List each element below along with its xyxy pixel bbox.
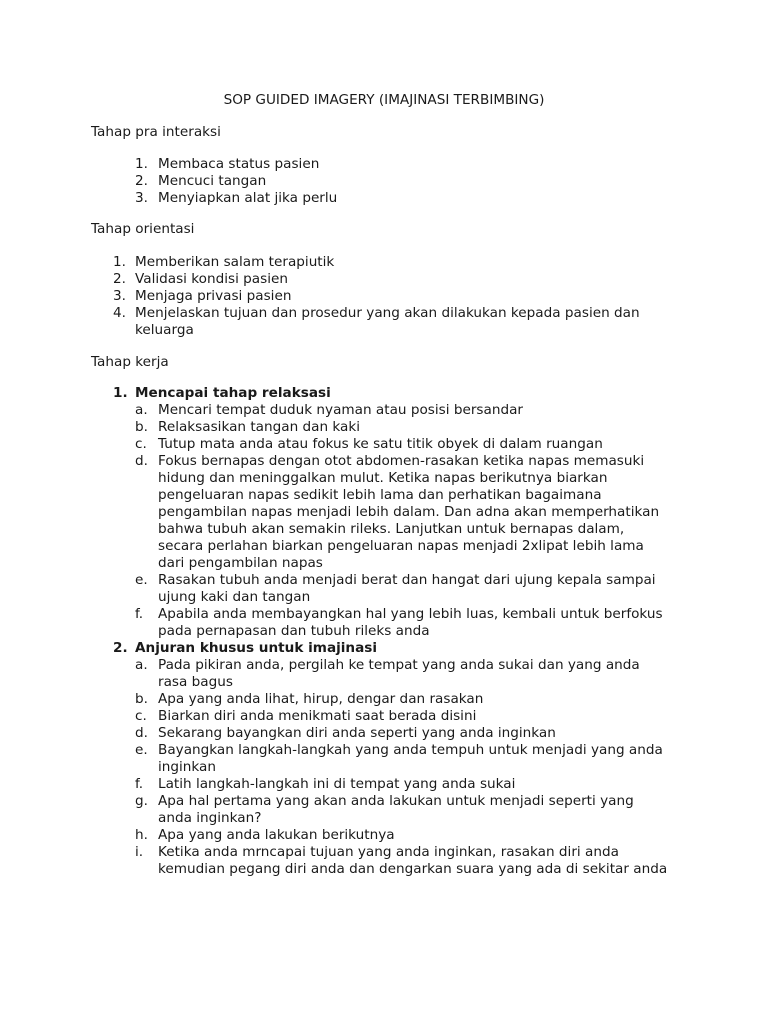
- list-marker: e.: [135, 572, 148, 588]
- list-marker: 1.: [113, 254, 126, 270]
- list-marker: f.: [135, 776, 144, 792]
- list-marker: 2.: [113, 271, 126, 287]
- list-text: inginkan: [158, 759, 216, 775]
- document-title: SOP GUIDED IMAGERY (IMAJINASI TERBIMBING): [223, 92, 545, 108]
- list-text: keluarga: [135, 322, 194, 338]
- list-text: Menyiapkan alat jika perlu: [158, 190, 338, 206]
- list-text: bahwa tubuh akan semakin rileks. Lanjutkan untuk bernapas dalam,: [158, 521, 625, 537]
- list-text: anda inginkan?: [158, 810, 262, 826]
- list-text: Anjuran khusus untuk imajinasi: [135, 640, 378, 656]
- list-marker: b.: [135, 419, 148, 435]
- list-text: Tutup mata anda atau fokus ke satu titik obyek di dalam ruangan: [158, 436, 603, 452]
- list-text: Ketika anda mrncapai tujuan yang anda inginkan, rasakan diri anda: [158, 844, 619, 860]
- list-text: Apa yang anda lakukan berikutnya: [158, 827, 395, 843]
- list-text: rasa bagus: [158, 674, 233, 690]
- list-text: hidung dan meninggalkan mulut. Ketika napas berikutnya biarkan: [158, 470, 608, 486]
- list-marker: b.: [135, 691, 148, 707]
- list-text: Apa yang anda lihat, hirup, dengar dan rasakan: [158, 691, 484, 707]
- list-marker: e.: [135, 742, 148, 758]
- list-marker: 1.: [135, 156, 148, 172]
- list-marker: 3.: [135, 190, 148, 206]
- list-text: Mencuci tangan: [158, 173, 267, 189]
- list-marker: d.: [135, 725, 148, 741]
- list-marker: 2.: [113, 640, 128, 656]
- list-marker: a.: [135, 657, 148, 673]
- list-text: Biarkan diri anda menikmati saat berada disini: [158, 708, 477, 724]
- list-marker: c.: [135, 436, 147, 452]
- list-text: dari pengambilan napas: [158, 555, 323, 571]
- list-text: Memberikan salam terapiutik: [135, 254, 335, 270]
- list-text: pengambilan napas menjadi lebih dalam. Dan adna akan memperhatikan: [158, 504, 660, 520]
- heading-orientasi: Tahap orientasi: [91, 221, 195, 237]
- list-marker: 2.: [135, 173, 148, 189]
- list-text: Membaca status pasien: [158, 156, 320, 172]
- list-text: Menjelaskan tujuan dan prosedur yang akan dilakukan kepada pasien dan: [135, 305, 640, 321]
- heading-tahap-kerja: Tahap kerja: [91, 354, 169, 370]
- list-text: Mencapai tahap relaksasi: [135, 385, 331, 401]
- list-text: secara perlahan biarkan pengeluaran napas menjadi 2xlipat lebih lama: [158, 538, 644, 554]
- list-marker: f.: [135, 606, 144, 622]
- list-text: Rasakan tubuh anda menjadi berat dan hangat dari ujung kepala sampai: [158, 572, 656, 588]
- list-text: ujung kaki dan tangan: [158, 589, 311, 605]
- list-text: Latih langkah-langkah ini di tempat yang anda sukai: [158, 776, 516, 792]
- list-text: Pada pikiran anda, pergilah ke tempat yang anda sukai dan yang anda: [158, 657, 640, 673]
- list-marker: d.: [135, 453, 148, 469]
- list-marker: i.: [135, 844, 144, 860]
- list-marker: g.: [135, 793, 148, 809]
- list-text: Fokus bernapas dengan otot abdomen-rasakan ketika napas memasuki: [158, 453, 645, 469]
- list-marker: c.: [135, 708, 147, 724]
- heading-pra-interaksi: Tahap pra interaksi: [91, 124, 221, 140]
- list-text: Relaksasikan tangan dan kaki: [158, 419, 361, 435]
- list-text: Sekarang bayangkan diri anda seperti yang anda inginkan: [158, 725, 556, 741]
- list-marker: a.: [135, 402, 148, 418]
- list-text: Validasi kondisi pasien: [135, 271, 288, 287]
- list-text: Menjaga privasi pasien: [135, 288, 292, 304]
- list-text: Bayangkan langkah-langkah yang anda tempuh untuk menjadi yang anda: [158, 742, 663, 758]
- list-text: pada pernapasan dan tubuh rileks anda: [158, 623, 430, 639]
- list-marker: 1.: [113, 385, 128, 401]
- list-marker: 3.: [113, 288, 126, 304]
- list-text: Apabila anda membayangkan hal yang lebih luas, kembali untuk berfokus: [158, 606, 663, 622]
- list-marker: 4.: [113, 305, 126, 321]
- list-text: Mencari tempat duduk nyaman atau posisi bersandar: [158, 402, 523, 418]
- list-text: kemudian pegang diri anda dan dengarkan suara yang ada di sekitar anda: [158, 861, 668, 877]
- list-marker: h.: [135, 827, 148, 843]
- list-text: pengeluaran napas sedikit lebih lama dan perhatikan bagaimana: [158, 487, 602, 503]
- list-text: Apa hal pertama yang akan anda lakukan untuk menjadi seperti yang: [158, 793, 634, 809]
